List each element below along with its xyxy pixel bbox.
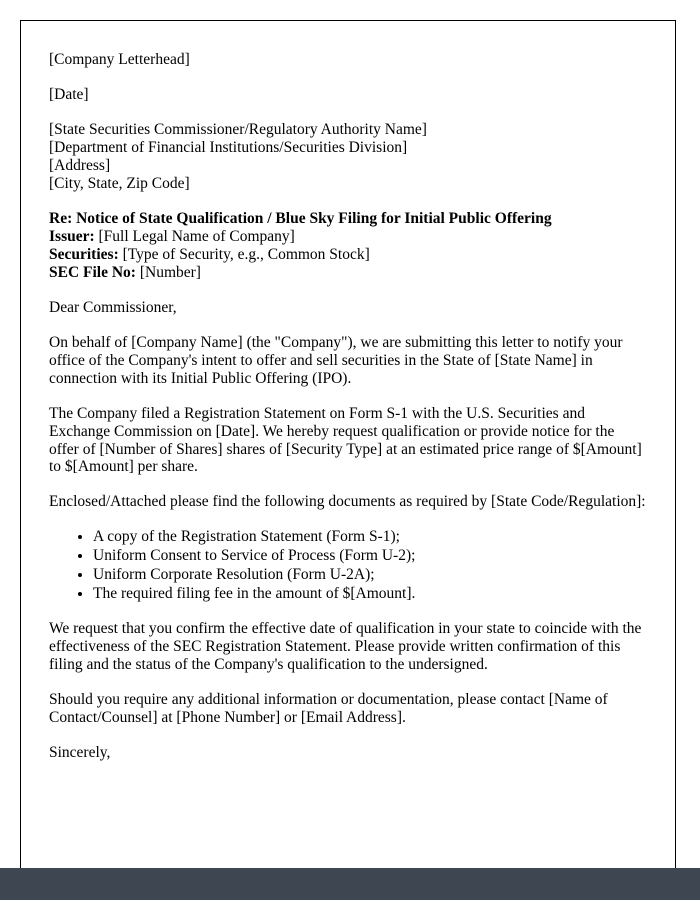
recipient-line: [State Securities Commissioner/Regulatory Authority Name] xyxy=(49,120,427,138)
enclosure-item: • Uniform Corporate Resolution (Form U-2A); xyxy=(93,566,647,584)
issuer-value: [Full Legal Name of Company] xyxy=(98,227,295,245)
recipient-line: [Address] xyxy=(49,156,111,174)
letter-content xyxy=(49,51,647,762)
body-paragraph: Enclosed/Attached please find the following documents as required by [State Code/Regulation]: xyxy=(49,493,646,511)
date-line: [Date] xyxy=(49,85,89,103)
footer-bar xyxy=(0,868,700,900)
body-paragraph: On behalf of [Company Name] (the "Company"), we are submitting this letter to notify your office of the Company's intent to offer and sell securities in the State of [State Name] in connection with its Initial Public Offering (IPO). xyxy=(49,333,623,387)
securities-label: Securities: xyxy=(49,245,119,263)
enclosure-list xyxy=(49,528,647,603)
enclosure-item: • The required filing fee in the amount of $[Amount]. xyxy=(93,585,647,603)
recipient-address-block xyxy=(49,121,647,193)
issuer-label: Issuer: xyxy=(49,227,95,245)
enclosure-item: • A copy of the Registration Statement (Form S-1); xyxy=(93,528,647,546)
letter-page xyxy=(20,20,676,872)
subject-block xyxy=(49,210,647,282)
body-paragraph: Should you require any additional information or documentation, please contact [Name of Contact/Counsel] at [Phone Number] or [Email Address]. xyxy=(49,691,608,727)
issuer-line xyxy=(49,228,647,246)
body-paragraph: We request that you confirm the effective date of qualification in your state to coincide with the effectiveness of the SEC Registration Statement. Please provide written confirmation of this filing and the status of the Company's qualification to the undersigned. xyxy=(49,620,642,674)
body-paragraph: The Company filed a Registration Statement on Form S-1 with the U.S. Securities and Exchange Commission on [Date]. We hereby request qualification or provide notice for the offer of [Number of Shares] shares of [Security Type] at an estimated price range of $[Amount] to $[Amount] per share. xyxy=(49,404,642,476)
closing: Sincerely, xyxy=(49,744,111,762)
securities-value: [Type of Security, e.g., Common Stock] xyxy=(122,245,370,263)
sec-file-line xyxy=(49,264,647,282)
enclosure-item: • Uniform Consent to Service of Process (Form U-2); xyxy=(93,547,647,565)
company-letterhead: [Company Letterhead] xyxy=(49,51,190,68)
sec-file-label: SEC File No: xyxy=(49,263,136,281)
recipient-line: [Department of Financial Institutions/Securities Division] xyxy=(49,138,408,156)
sec-file-value: [Number] xyxy=(139,263,201,281)
securities-line xyxy=(49,246,647,264)
recipient-line: [City, State, Zip Code] xyxy=(49,174,190,192)
re-line: Re: Notice of State Qualification / Blue Sky Filing for Initial Public Offering xyxy=(49,209,552,227)
salutation: Dear Commissioner, xyxy=(49,298,177,316)
